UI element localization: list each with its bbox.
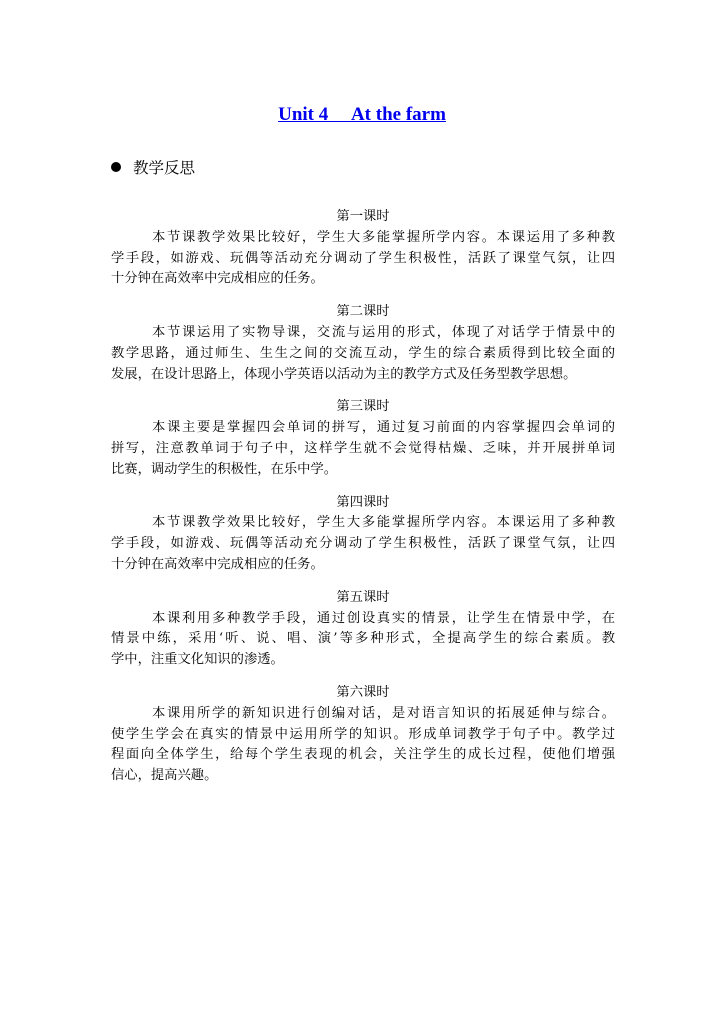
paragraph-line: 比赛，调动学生的积极性，在乐中学。 (111, 461, 338, 477)
title-link[interactable]: Unit 4 At the farm (278, 104, 446, 125)
paragraph-line: 学手段，如游戏、玩偶等活动充分调动了学生积极性，活跃了课堂气氛，让四 (111, 250, 615, 266)
lesson-title: 第六课时 (336, 684, 390, 700)
paragraph-line: 情景中练，采用‘听、说、唱、演’等多种形式，全提高学生的综合素质。教 (111, 631, 615, 647)
lesson-section (111, 207, 615, 290)
lesson-title: 第四课时 (336, 494, 390, 510)
paragraph-line: 十分钟在高效率中完成相应的任务。 (111, 271, 324, 287)
paragraph-line: 本节课运用了实物导课，交流与运用的形式，体现了对话学于情景中的 (152, 324, 615, 340)
paragraph-line: 学手段，如游戏、玩偶等活动充分调动了学生积极性，活跃了课堂气氛，让四 (111, 536, 615, 552)
lesson-section (111, 493, 615, 576)
document-body (111, 207, 615, 799)
paragraph-line: 本课主要是掌握四会单词的拼写，通过复习前面的内容掌握四会单词的 (152, 420, 615, 436)
paragraph-line: 教学思路，通过师生、生生之间的交流互动，学生的综合素质得到比较全面的 (111, 345, 615, 361)
lesson-section (111, 302, 615, 385)
paragraph-line: 本节课教学效果比较好，学生大多能掌握所学内容。本课运用了多种教 (152, 229, 615, 245)
lesson-title: 第一课时 (336, 209, 390, 224)
paragraph-line: 本节课教学效果比较好，学生大多能掌握所学内容。本课运用了多种教 (152, 515, 615, 531)
paragraph-line: 十分钟在高效率中完成相应的任务。 (111, 556, 324, 572)
paragraph-line: 发展，在设计思路上，体现小学英语以活动为主的教学方式及任务型教学思想。 (111, 366, 577, 382)
section-heading (111, 156, 195, 178)
paragraph-line: 使学生学会在真实的情景中运用所学的知识。形成单词教学于句子中。教学过 (111, 726, 615, 742)
paragraph-line: 本课利用多种教学手段，通过创设真实的情景，让学生在情景中学，在 (152, 610, 615, 626)
lesson-section (111, 397, 615, 480)
lesson-section (111, 683, 615, 787)
section-heading-text: 教学反思 (133, 159, 196, 177)
lesson-title: 第二课时 (336, 304, 390, 320)
bullet-icon (111, 162, 121, 172)
document-title (0, 104, 724, 126)
paragraph-line: 拼写，注意教单词于句子中，这样学生就不会觉得枯燥、乏味，并开展拼单词 (111, 440, 615, 456)
paragraph-line: 本课用所学的新知识进行创编对话，是对语言知识的拓展延伸与综合。 (152, 705, 615, 721)
lesson-section (111, 588, 615, 671)
paragraph-line: 信心，提高兴趣。 (111, 768, 218, 784)
lesson-title: 第三课时 (336, 399, 390, 415)
paragraph-line: 程面向全体学生，给每个学生表现的机会，关注学生的成长过程，使他们增强 (111, 747, 615, 763)
paragraph-line: 学中，注重文化知识的渗透。 (111, 652, 284, 668)
lesson-title: 第五课时 (336, 589, 390, 605)
